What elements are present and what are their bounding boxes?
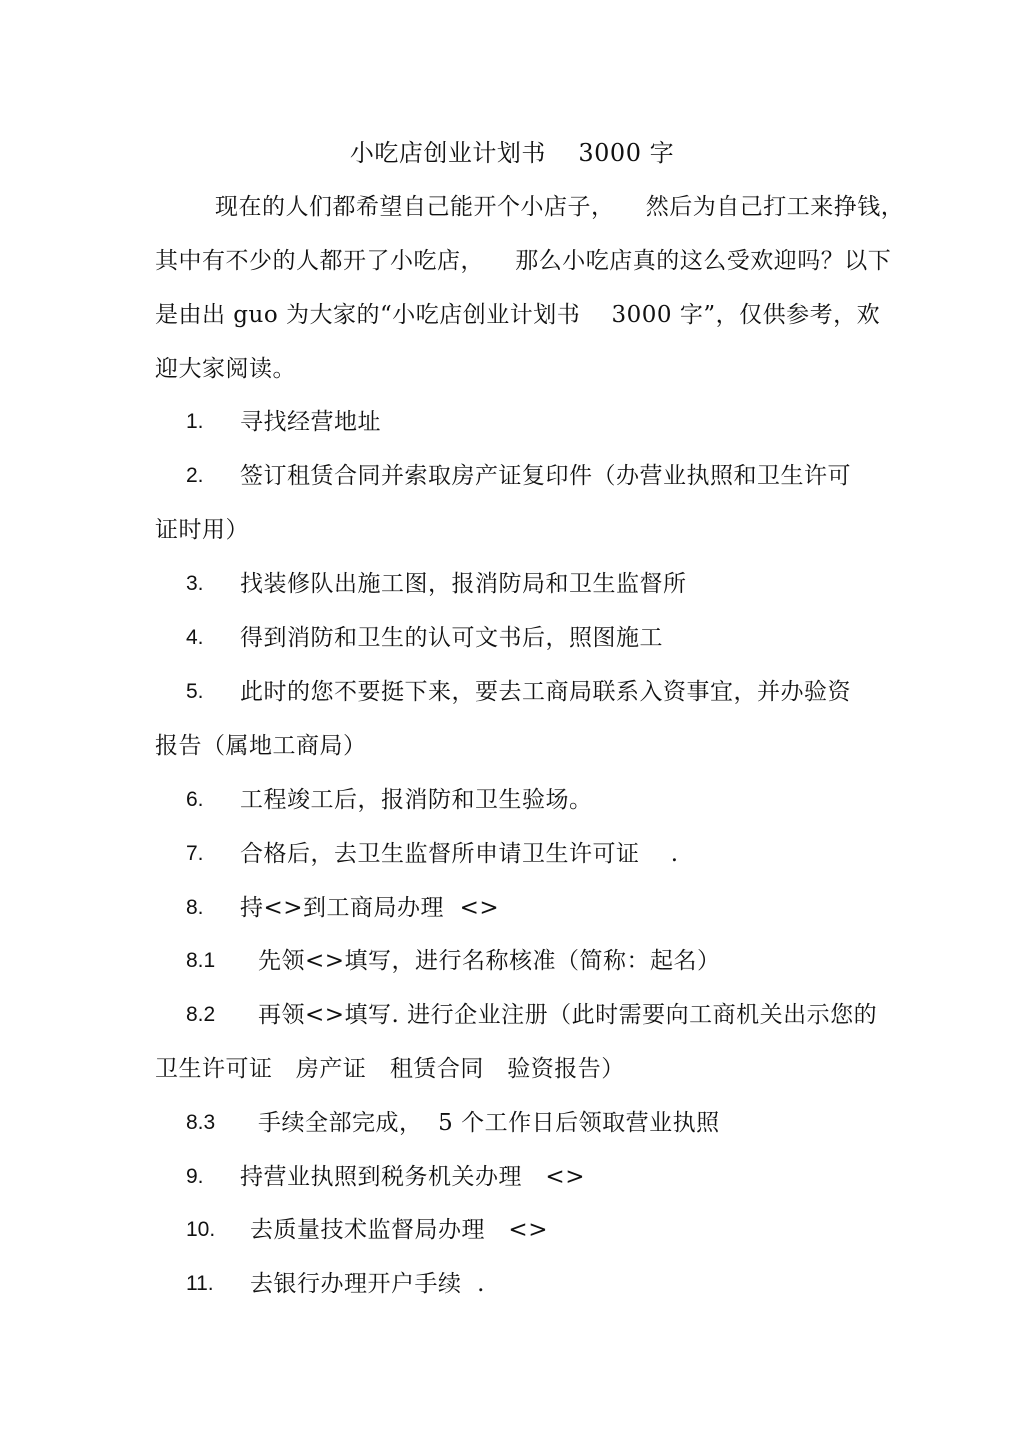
list-item-number: 7. <box>186 842 204 865</box>
list-item-number: 8.2 <box>186 1003 216 1026</box>
list-item-text: 去银行办理开户手续 . <box>250 1271 485 1297</box>
list-item-number: 10. <box>186 1218 216 1241</box>
list-item-number: 9. <box>186 1165 204 1188</box>
list-item-number: 1. <box>186 410 204 433</box>
list-item-number: 8.1 <box>186 949 216 972</box>
list-item-text: 持营业执照到税务机关办理 <> <box>240 1164 585 1190</box>
list-item-number: 8. <box>186 896 204 919</box>
list-item-text: 寻找经营地址 <box>240 409 381 435</box>
list-item-text: 持<>到工商局办理 <> <box>240 895 500 921</box>
list-item-text: 再领<>填写. 进行企业注册（此时需要向工商机关出示您的 <box>258 1002 878 1028</box>
list-item-text: 找装修队出施工图，报消防局和卫生监督所 <box>240 571 687 597</box>
list-item-number: 2. <box>186 464 204 487</box>
document-title: 小吃店创业计划书 3000 字 <box>349 139 675 167</box>
list-item-text: 工程竣工后，报消防和卫生验场。 <box>240 787 593 813</box>
list-item-continuation: 证时用） <box>155 517 249 543</box>
list-item-number: 4. <box>186 626 204 649</box>
list-item-text: 此时的您不要挺下来，要去工商局联系入资事宜，并办验资 <box>240 679 851 705</box>
list-item-number: 11. <box>186 1272 214 1295</box>
list-item-text: 合格后，去卫生监督所申请卫生许可证 . <box>240 841 679 867</box>
list-item-text: 手续全部完成， 5 个工作日后领取营业执照 <box>258 1110 720 1136</box>
intro-line: 其中有不少的人都开了小吃店， 那么小吃店真的这么受欢迎吗？以下 <box>155 248 892 274</box>
list-item-number: 8.3 <box>186 1111 216 1134</box>
intro-line: 现在的人们都希望自己能开个小店子， 然后为自己打工来挣钱， <box>215 194 905 220</box>
intro-line: 迎大家阅读。 <box>155 356 296 382</box>
list-item-text: 去质量技术监督局办理 <> <box>250 1217 548 1243</box>
list-item-text: 签订租赁合同并索取房产证复印件（办营业执照和卫生许可 <box>240 463 851 489</box>
list-item-number: 5. <box>186 680 204 703</box>
list-item-continuation: 报告（属地工商局） <box>155 733 367 759</box>
list-item-number: 3. <box>186 572 204 595</box>
intro-line: 是由出 guo 为大家的“小吃店创业计划书 3000 字”，仅供参考，欢 <box>155 302 881 328</box>
list-item-text: 先领<>填写，进行名称核准（简称：起名） <box>258 948 721 974</box>
list-item-text: 得到消防和卫生的认可文书后，照图施工 <box>240 625 663 651</box>
list-item-continuation: 卫生许可证 房产证 租赁合同 验资报告） <box>155 1056 625 1082</box>
list-item-number: 6. <box>186 788 204 811</box>
